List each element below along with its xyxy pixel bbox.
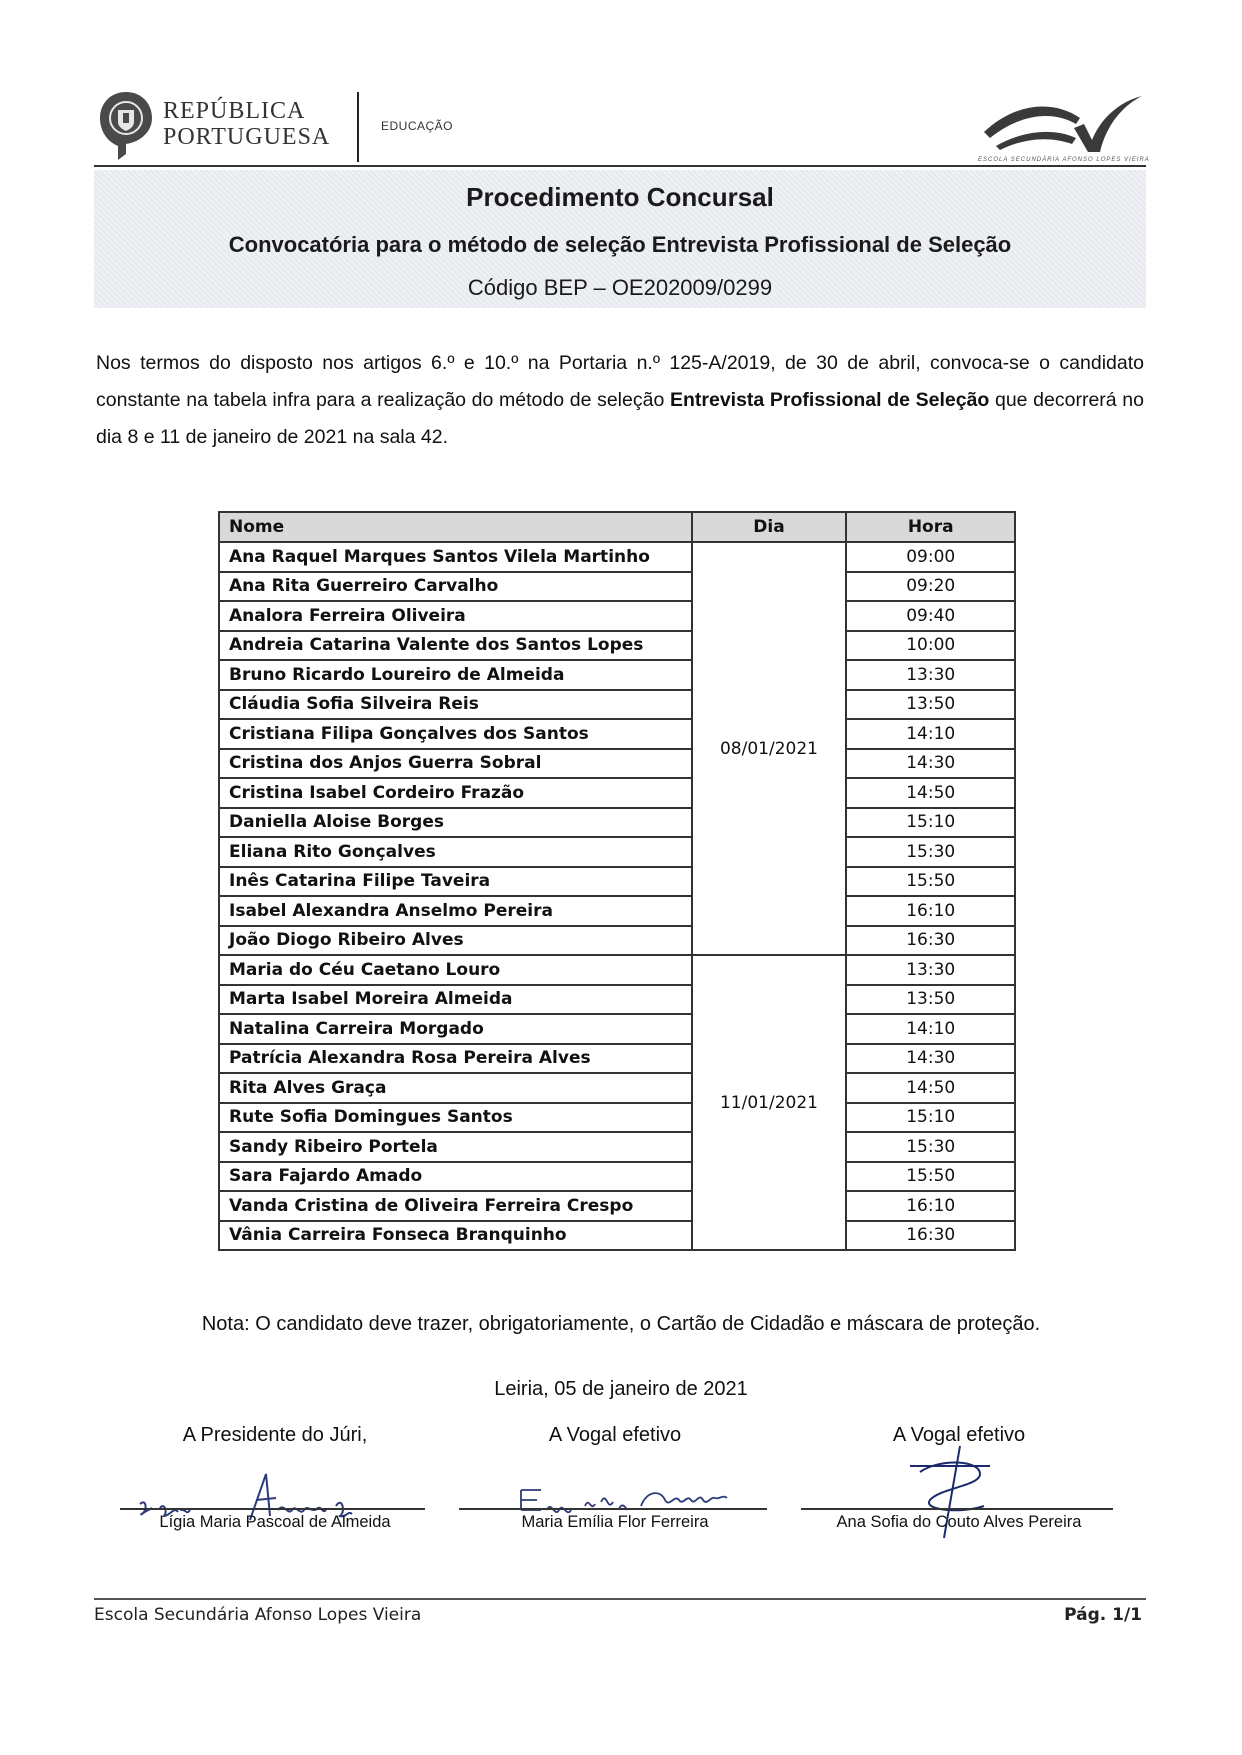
interview-time: 15:10 bbox=[846, 808, 1015, 838]
schedule-body bbox=[219, 542, 1015, 1250]
candidate-name: Inês Catarina Filipe Taveira bbox=[219, 867, 692, 897]
interview-time: 16:30 bbox=[846, 1221, 1015, 1251]
interview-time: 09:20 bbox=[846, 572, 1015, 602]
republica-portuguesa-wordmark bbox=[163, 98, 330, 150]
candidate-name: Ana Rita Guerreiro Carvalho bbox=[219, 572, 692, 602]
interview-time: 13:50 bbox=[846, 985, 1015, 1015]
candidate-name: Isabel Alexandra Anselmo Pereira bbox=[219, 896, 692, 926]
candidate-name: Cristina dos Anjos Guerra Sobral bbox=[219, 749, 692, 779]
column-header-name: Nome bbox=[219, 512, 692, 542]
republica-portuguesa-emblem-icon bbox=[96, 88, 156, 162]
table-row bbox=[219, 985, 1015, 1015]
interview-time: 15:50 bbox=[846, 867, 1015, 897]
document-subtitle: Convocatória para o método de seleção Entrevista Profissional de Seleção bbox=[228, 232, 1012, 257]
candidate-name: Vanda Cristina de Oliveira Ferreira Crespo bbox=[219, 1191, 692, 1221]
table-row bbox=[219, 896, 1015, 926]
candidate-name: Natalina Carreira Morgado bbox=[219, 1014, 692, 1044]
candidate-name: Patrícia Alexandra Rosa Pereira Alves bbox=[219, 1044, 692, 1074]
intro-paragraph bbox=[96, 345, 1144, 456]
header-rule bbox=[94, 165, 1146, 167]
interview-time: 16:10 bbox=[846, 896, 1015, 926]
table-row bbox=[219, 1044, 1015, 1074]
interview-time: 13:30 bbox=[846, 660, 1015, 690]
table-row bbox=[219, 837, 1015, 867]
interview-time: 10:00 bbox=[846, 631, 1015, 661]
signature-role-vogal-2: A Vogal efetivo bbox=[892, 1424, 1026, 1446]
table-row bbox=[219, 1162, 1015, 1192]
table-header-row bbox=[219, 512, 1015, 542]
table-row bbox=[219, 1014, 1015, 1044]
table-row bbox=[219, 719, 1015, 749]
interview-time: 09:00 bbox=[846, 542, 1015, 572]
candidate-name: Rita Alves Graça bbox=[219, 1073, 692, 1103]
interview-time: 15:50 bbox=[846, 1162, 1015, 1192]
candidate-name: Daniella Aloise Borges bbox=[219, 808, 692, 838]
interview-time: 13:50 bbox=[846, 690, 1015, 720]
interview-time: 15:30 bbox=[846, 837, 1015, 867]
interview-time: 15:10 bbox=[846, 1103, 1015, 1133]
candidate-name: Cristina Isabel Cordeiro Frazão bbox=[219, 778, 692, 808]
candidate-name: Sandy Ribeiro Portela bbox=[219, 1132, 692, 1162]
brand-line-1: REPÚBLICA bbox=[163, 98, 306, 124]
table-row bbox=[219, 1073, 1015, 1103]
signature-role-vogal-1: A Vogal efetivo bbox=[548, 1424, 682, 1446]
table-row bbox=[219, 690, 1015, 720]
interview-day: 08/01/2021 bbox=[692, 542, 847, 955]
signature-role-president: A Presidente do Júri, bbox=[182, 1424, 368, 1446]
ministry-label: EDUCAÇÃO bbox=[381, 119, 454, 133]
table-row bbox=[219, 749, 1015, 779]
table-row bbox=[219, 1103, 1015, 1133]
school-logo-icon bbox=[976, 88, 1146, 158]
footer-page-number: Pág. 1/1 bbox=[1064, 1605, 1142, 1625]
column-header-time: Hora bbox=[846, 512, 1015, 542]
schedule-table bbox=[218, 511, 1016, 1251]
candidate-name: Ana Raquel Marques Santos Vilela Martinho bbox=[219, 542, 692, 572]
candidate-name: Vânia Carreira Fonseca Branquinho bbox=[219, 1221, 692, 1251]
table-row bbox=[219, 601, 1015, 631]
interview-time: 14:30 bbox=[846, 749, 1015, 779]
interview-time: 13:30 bbox=[846, 955, 1015, 985]
document-title: Procedimento Concursal bbox=[466, 182, 774, 212]
interview-time: 15:30 bbox=[846, 1132, 1015, 1162]
table-row bbox=[219, 542, 1015, 572]
table-row bbox=[219, 1191, 1015, 1221]
table-row bbox=[219, 572, 1015, 602]
header-separator bbox=[357, 92, 359, 162]
interview-time: 14:10 bbox=[846, 1014, 1015, 1044]
interview-time: 14:50 bbox=[846, 1073, 1015, 1103]
table-row bbox=[219, 660, 1015, 690]
title-band bbox=[94, 170, 1146, 308]
candidate-name: Cláudia Sofia Silveira Reis bbox=[219, 690, 692, 720]
table-row bbox=[219, 926, 1015, 956]
interview-time: 09:40 bbox=[846, 601, 1015, 631]
interview-time: 14:10 bbox=[846, 719, 1015, 749]
table-row bbox=[219, 1132, 1015, 1162]
footer-school-name: Escola Secundária Afonso Lopes Vieira bbox=[94, 1605, 422, 1625]
school-logo-caption: ESCOLA SECUNDÁRIA AFONSO LOPES VIEIRA bbox=[978, 157, 1150, 163]
table-row bbox=[219, 808, 1015, 838]
table-row bbox=[219, 631, 1015, 661]
interview-time: 14:50 bbox=[846, 778, 1015, 808]
table-row bbox=[219, 867, 1015, 897]
candidate-name: Eliana Rito Gonçalves bbox=[219, 837, 692, 867]
date-place: Leiria, 05 de janeiro de 2021 bbox=[494, 1378, 748, 1400]
candidate-name: Cristiana Filipa Gonçalves dos Santos bbox=[219, 719, 692, 749]
table-row bbox=[219, 955, 1015, 985]
intro-text-1: Nos termos do disposto nos artigos 6.º e 10.º na Portaria n.º 125-A/2019, de 30 de abril, convoca-se o candidato constante na tabela infra para a realização do método de seleção bbox=[96, 352, 1144, 411]
signature-line-vogal-1 bbox=[459, 1508, 767, 1510]
note-text: Nota: O candidato deve trazer, obrigatoriamente, o Cartão de Cidadão e máscara de proteção. bbox=[201, 1313, 1041, 1335]
candidate-name: Rute Sofia Domingues Santos bbox=[219, 1103, 692, 1133]
interview-time: 14:30 bbox=[846, 1044, 1015, 1074]
brand-line-2: PORTUGUESA bbox=[163, 124, 331, 150]
candidate-name: Bruno Ricardo Loureiro de Almeida bbox=[219, 660, 692, 690]
signature-line-vogal-2 bbox=[801, 1508, 1113, 1510]
footer-rule bbox=[94, 1598, 1146, 1600]
signature-line-president bbox=[120, 1508, 425, 1510]
column-header-day: Dia bbox=[692, 512, 847, 542]
candidate-name: Analora Ferreira Oliveira bbox=[219, 601, 692, 631]
candidate-name: Marta Isabel Moreira Almeida bbox=[219, 985, 692, 1015]
table-row bbox=[219, 1221, 1015, 1251]
signature-name-president: Lígia Maria Pascoal de Almeida bbox=[159, 1513, 391, 1531]
candidate-name: Sara Fajardo Amado bbox=[219, 1162, 692, 1192]
interview-day: 11/01/2021 bbox=[692, 955, 847, 1250]
candidate-name: João Diogo Ribeiro Alves bbox=[219, 926, 692, 956]
table-row bbox=[219, 778, 1015, 808]
candidate-name: Andreia Catarina Valente dos Santos Lopes bbox=[219, 631, 692, 661]
signature-name-vogal-2: Ana Sofia do Couto Alves Pereira bbox=[836, 1513, 1082, 1531]
candidate-name: Maria do Céu Caetano Louro bbox=[219, 955, 692, 985]
procedure-code: Código BEP – OE202009/0299 bbox=[467, 275, 773, 300]
interview-time: 16:30 bbox=[846, 926, 1015, 956]
signature-name-vogal-1: Maria Emília Flor Ferreira bbox=[521, 1513, 709, 1531]
intro-text-2: que decorrerá no dia 8 e 11 de janeiro de 2021 na sala 42. bbox=[96, 389, 1144, 448]
interview-time: 16:10 bbox=[846, 1191, 1015, 1221]
intro-method-name: Entrevista Profissional de Seleção bbox=[669, 389, 990, 411]
